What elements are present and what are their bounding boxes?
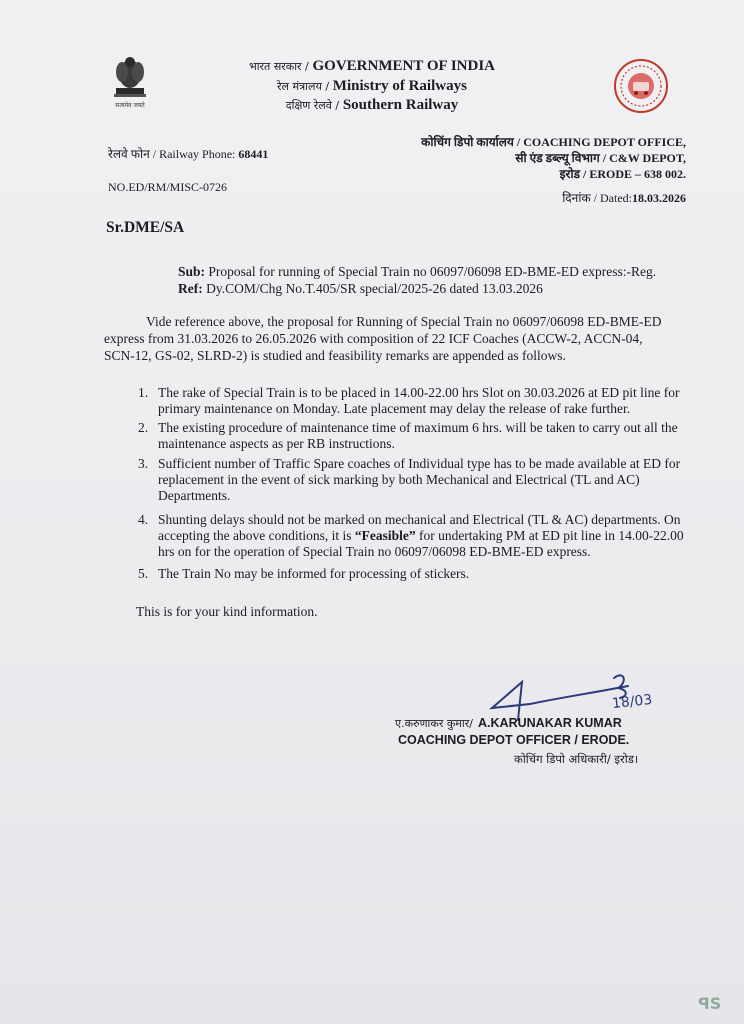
point-text-post: for undertaking PM at ED pit line in 14.00-22.00 hrs on for the operation of Special Train no 06097/06098 ED-BME-ED express.	[158, 528, 684, 559]
reference-label: Ref:	[178, 281, 203, 296]
railway-phone	[108, 145, 268, 162]
header-hindi-2: रेल मंत्रालय /	[277, 80, 330, 93]
phone-label: रेलवे फोन / Railway Phone:	[108, 147, 236, 161]
signatory-designation-hindi: कोचिंग डिपो अधिकारी/ इरोड।	[514, 752, 639, 766]
header-line-2	[0, 78, 744, 95]
intro-line-1: Vide reference above, the proposal for Running of Special Train no 06097/06098 ED-BME-ED	[146, 314, 662, 329]
subject-text: Proposal for running of Special Train no 06097/06098 ED-BME-ED express:-Reg.	[208, 264, 657, 279]
phone-number: 68441	[238, 147, 269, 161]
dated	[562, 189, 686, 206]
svg-text:सत्यमेव जयते: सत्यमेव जयते	[115, 102, 145, 109]
point-text: Sufficient number of Traffic Spare coaches of Individual type has to be made available at ED for replacement in the event of sick marking by both Mechanical and Electrical (TL and AC) Departments.	[158, 456, 681, 503]
intro-line-3: SCN-12, GS-02, SLRD-2) is studied and feasibility remarks are appended as follows.	[104, 348, 566, 363]
point-3	[138, 456, 698, 506]
point-1	[138, 385, 698, 419]
point-number: 2.	[138, 420, 149, 435]
date-label: दिनांक / Dated:	[562, 191, 632, 205]
point-5	[138, 566, 698, 584]
header-hindi-1: भारत सरकार /	[248, 60, 309, 73]
point-number: 5.	[138, 566, 149, 581]
header-english-3: Southern Railway	[342, 97, 459, 113]
office-line-2: सी एंड डब्ल्यू विभाग / C&W DEPOT,	[515, 151, 686, 165]
reference-number: NO.ED/RM/MISC-0726	[108, 180, 228, 194]
corner-watermark: ꟼS	[698, 994, 722, 1013]
office-line-3: इरोड / ERODE – 638 002.	[559, 167, 686, 181]
header-english-1: GOVERNMENT OF INDIA	[312, 58, 496, 74]
point-text: The Train No may be informed for processing of stickers.	[158, 566, 470, 581]
point-text-pre: Shunting delays should not be marked on mechanical and Electrical (TL & AC) departments. On accepting the above conditions, it is	[158, 512, 681, 543]
point-text: The rake of Special Train is to be placed in 14.00-22.00 hrs Slot on 30.03.2026 at ED pit line for primary maintenance on Monday. Late placement may delay the release of rake further.	[158, 385, 680, 416]
signatory-name-english: A.KARUNAKAR KUMAR	[478, 716, 622, 730]
addressee: Sr.DME/SA	[106, 219, 185, 236]
date-value: 18.03.2026	[632, 191, 686, 205]
feasible-emphasis: “Feasible”	[354, 528, 416, 543]
point-number: 4.	[138, 512, 149, 527]
office-line-1: कोचिंग डिपो कार्यालय / COACHING DEPOT OFFICE,	[421, 135, 686, 149]
subject-label: Sub:	[178, 264, 206, 279]
closing-line: This is for your kind information.	[136, 604, 318, 619]
point-number: 3.	[138, 456, 149, 471]
signatory-name-hindi: ए.करुणाकर कुमार/	[395, 717, 473, 730]
signatory-designation: COACHING DEPOT OFFICER / ERODE.	[398, 733, 630, 747]
header-line-1	[0, 58, 744, 75]
header-hindi-3: दक्षिण रेलवे /	[285, 99, 340, 112]
intro-line-2: express from 31.03.2026 to 26.05.2026 with composition of 22 ICF Coaches (ACCW-2, ACCN-04,	[104, 331, 643, 346]
handwritten-date: 18/03	[611, 691, 654, 713]
reference-text: Dy.COM/Chg No.T.405/SR special/2025-26 dated 13.03.2026	[206, 281, 543, 296]
point-2	[138, 420, 698, 454]
reference-line	[178, 280, 543, 297]
header-line-3	[0, 97, 744, 114]
point-number: 1.	[138, 385, 149, 400]
point-text	[158, 512, 698, 560]
subject-line	[178, 263, 656, 280]
header-english-2: Ministry of Railways	[332, 78, 467, 94]
point-text: The existing procedure of maintenance time of maximum 6 hrs. will be taken to carry out all the maintenance aspects as per RB instructions.	[158, 420, 678, 451]
signatory-name	[395, 712, 622, 731]
point-4	[138, 512, 698, 562]
